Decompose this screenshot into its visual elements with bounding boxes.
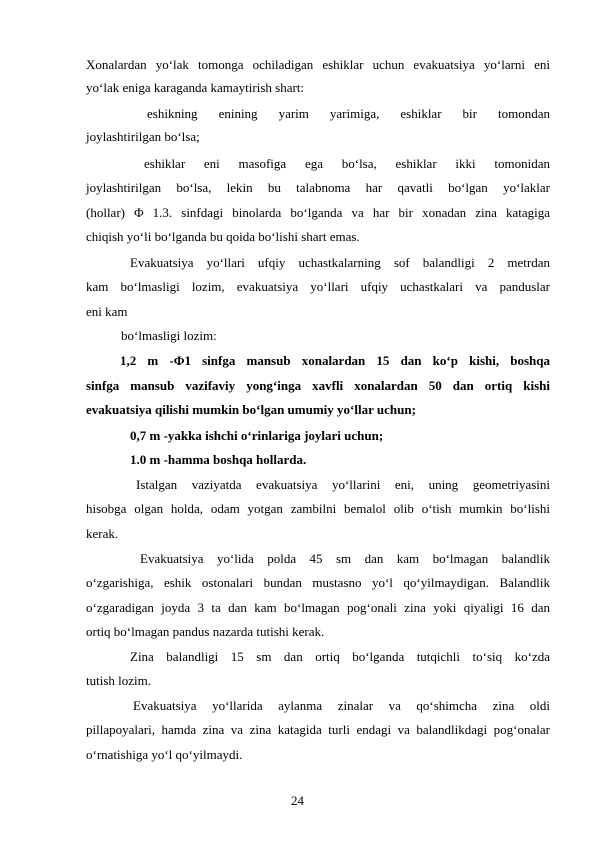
bold-text-line: 1.0 m -hamma boshqa hollarda.: [130, 452, 307, 467]
bold-text-line: 0,7 m -yakka ishchi o‘rinlariga joylari uchun;: [130, 428, 384, 443]
text-line: joylashtirilgan bo‘lsa, lekin bu talabnoma har qavatli bo‘lgan yo‘laklar: [86, 180, 550, 195]
text-line: eni kam: [86, 304, 128, 319]
text-line: tutish lozim.: [86, 673, 151, 688]
bold-text-line: 1,2 m -Φ1 sinfga mansub xonalardan 15 dan ko‘p kishi, boshqa: [120, 353, 550, 368]
text-line: kam bo‘lmasligi lozim, evakuatsiya yo‘llari ufqiy uchastkalari va panduslar: [86, 279, 550, 294]
bold-text-line: evakuatsiya qilishi mumkin bo‘lgan umumiy yo‘llar uchun;: [86, 402, 416, 417]
text-line: bo‘lmasligi lozim:: [121, 328, 217, 343]
text-line: Evakuatsiya yo‘lida polda 45 sm dan kam bo‘lmagan balandlik: [140, 551, 550, 566]
text-line: hisobga olgan holda, odam yotgan zambilni bemalol olib o‘tish mumkin bo‘lishi: [86, 501, 550, 516]
text-line: (hollar) Φ 1.3. sinfdagi binolarda bo‘lganda va har bir xonadan zina katagiga: [86, 205, 550, 220]
text-line: o‘zgaradigan joyda 3 ta dan kam bo‘lmagan pog‘onali zina yoki qiyaligi 16 dan: [86, 600, 550, 615]
text-line: joylashtirilgan bo‘lsa;: [86, 129, 200, 144]
text-line: pillapoyalari, hamda zina va zina katagida turli endagi va balandlikdagi pog‘onalar: [86, 722, 550, 737]
text-line: Evakuatsiya yo‘llarida aylanma zinalar va qo‘shimcha zina oldi: [133, 698, 550, 713]
text-line: Xonalardan yo‘lak tomonga ochiladigan eshiklar uchun evakuatsiya yo‘larni eni: [86, 57, 550, 72]
text-line: Istalgan vaziyatda evakuatsiya yo‘llarini eni, uning geometriyasini: [136, 477, 550, 492]
text-line: ortiq bo‘lmagan pandus nazarda tutishi kerak.: [86, 624, 325, 639]
text-line: chiqish yo‘li bo‘lganda bu qoida bo‘lishi shart emas.: [86, 229, 360, 244]
text-line: yo‘lak eniga karaganda kamaytirish shart:: [86, 80, 305, 95]
text-line: Zina balandligi 15 sm dan ortiq bo‘lganda tutqichli to‘siq ko‘zda: [130, 649, 550, 664]
text-line: eshikning enining yarim yarimiga, eshiklar bir tomondan: [147, 106, 550, 121]
text-line: kerak.: [86, 526, 119, 541]
text-line: o‘zgarishiga, eshik ostonalari bundan mustasno yo‘l qo‘yilmaydigan. Balandlik: [86, 575, 550, 590]
text-line: Evakuatsiya yo‘llari ufqiy uchastkalarning sof balandligi 2 metrdan: [130, 255, 550, 270]
text-line: eshiklar eni masofiga ega bo‘lsa, eshiklar ikki tomonidan: [144, 156, 550, 171]
page-number: 24: [291, 793, 304, 808]
text-line: o‘rnatishiga yo‘l qo‘yilmaydi.: [86, 747, 243, 762]
bold-text-line: sinfga mansub vazifaviy yong‘inga xavfli xonalardan 50 dan ortiq kishi: [86, 378, 550, 393]
